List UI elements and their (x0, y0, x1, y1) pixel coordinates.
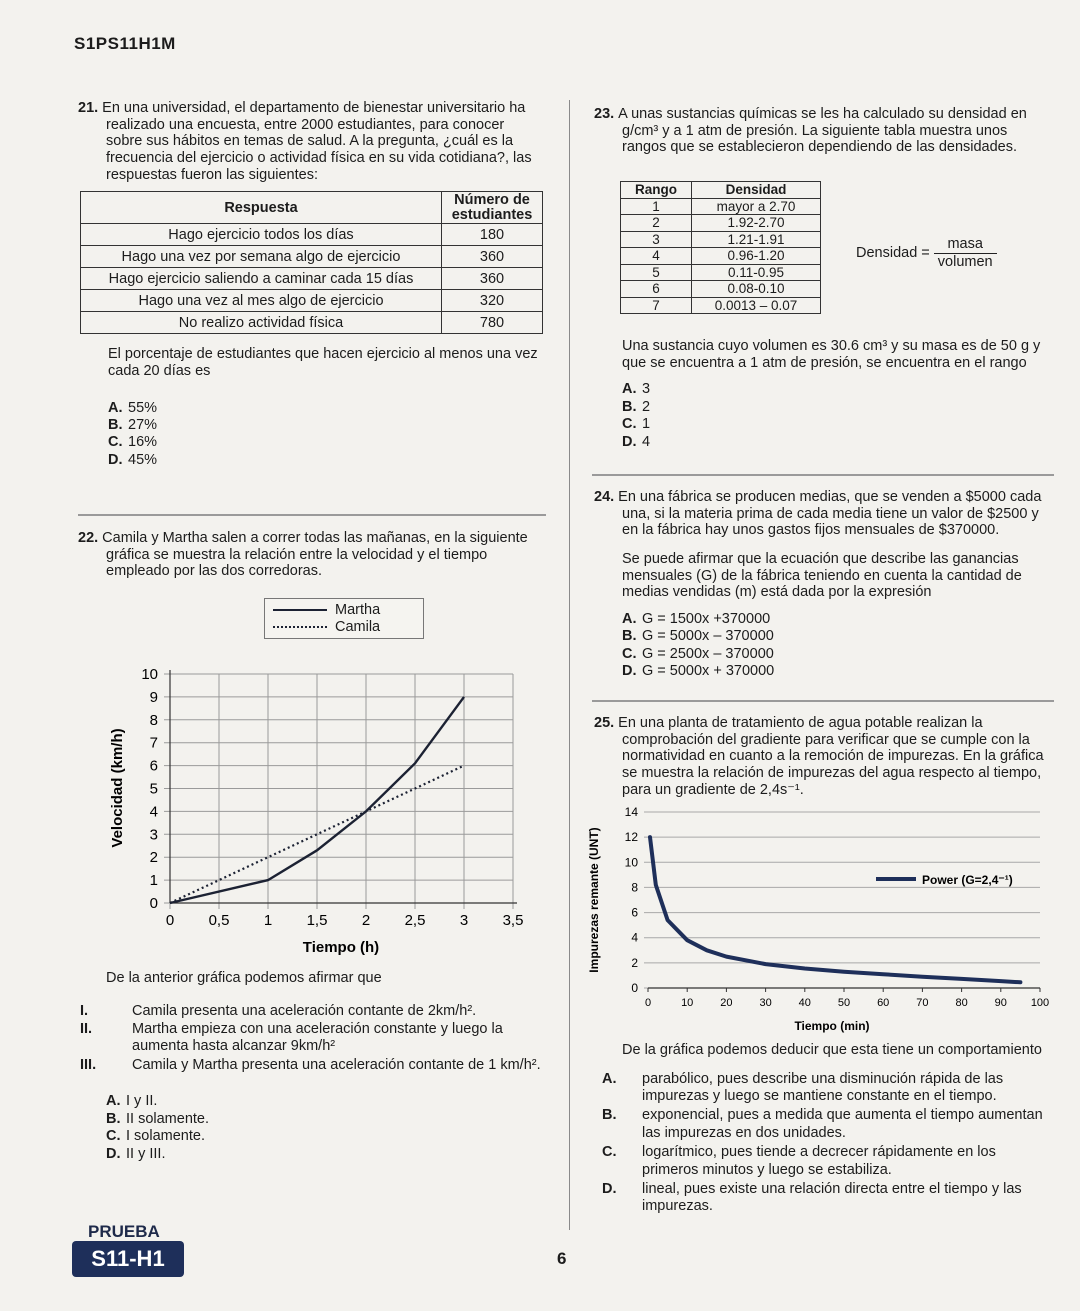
y-tick-label: 0 (149, 895, 158, 912)
q23-cell: 3 (621, 231, 692, 248)
q23-cell: 6 (621, 281, 692, 298)
q23-col-header: Rango (621, 182, 692, 199)
q21-cell: Hago ejercicio todos los días (81, 224, 442, 246)
q25-number: 25. (594, 715, 615, 731)
formula-fraction (934, 236, 997, 270)
option-c[interactable]: C. logarítmico, pues tiende a decrecer rápidamente en los primeros minutos y luego se estabiliza. (602, 1144, 996, 1178)
question-23 (594, 106, 1054, 156)
chart1-ylabel: Velocidad (km/h) (109, 728, 126, 848)
table-row (81, 268, 543, 290)
option-c[interactable]: C. I solamente. (106, 1128, 205, 1145)
x-tick-label: 1,5 (306, 912, 328, 929)
q23-cell: 1 (621, 198, 692, 215)
q23-cell: 0.08-0.10 (692, 281, 821, 298)
q23-cell: 0.96-1.20 (692, 248, 821, 265)
chart2-xlabel: Tiempo (min) (794, 1019, 870, 1033)
q21-cell: 780 (442, 312, 543, 334)
chart2-ylabel: Impurezas remante (UNT) (587, 827, 601, 973)
q22-options (106, 1093, 546, 1163)
y-tick-label: 2 (149, 849, 158, 867)
y-tick-label: 10 (624, 855, 638, 870)
option-b[interactable]: B. G = 5000x – 370000 (622, 628, 774, 645)
table-row (81, 290, 543, 312)
option-a[interactable]: A. parabólico, pues describe una disminución rápida de las impurezas y luego se mantiene constante en el tiempo. (602, 1070, 1004, 1105)
q21-cell: No realizo actividad física (81, 312, 442, 334)
q25-question-block (602, 1042, 1054, 1216)
q23-question-block (622, 338, 1054, 451)
q23-text (594, 106, 1054, 156)
q22-number: 22. (78, 530, 99, 546)
y-tick-label: 14 (624, 805, 638, 819)
q22-question: De la anterior gráfica podemos afirmar que (106, 970, 382, 986)
x-tick-label: 50 (837, 997, 851, 1009)
q22-statement: Camila y Martha salen a correr todas las mañanas, en la siguiente gráfica se muestra la relación entre la velocidad y el tiempo empleado por las dos corredoras. (102, 530, 528, 580)
x-tick-label: 3,5 (502, 912, 524, 929)
statement-iii: III. Camila y Martha presenta una aceleración contante de 1 km/h². (80, 1056, 541, 1073)
q25-statement: En una planta de tratamiento de agua potable realizan la comprobación del gradiente para verificar que se cumple con la normatividad en cuanto a la remoción de impurezas. En la gráfica se muestra la relación de impurezas del agua respecto al tiempo, para un gradiente de 2,4s⁻¹. (618, 715, 1044, 798)
x-tick-label: 10 (681, 997, 694, 1009)
y-tick-label: 0 (631, 981, 638, 995)
option-b[interactable]: B. exponencial, pues a medida que aumenta el tiempo aumentan las impurezas en dos unidades. (602, 1107, 1043, 1141)
x-tick-label: 3 (459, 912, 469, 929)
y-tick-label: 6 (631, 905, 638, 920)
y-tick-label: 9 (149, 688, 158, 706)
y-tick-label: 12 (624, 830, 638, 845)
y-tick-label: 7 (149, 734, 158, 752)
density-formula (856, 236, 997, 270)
x-tick-label: 90 (994, 997, 1007, 1009)
q24-options (622, 611, 1054, 681)
separator (592, 700, 1054, 702)
q21-number: 21. (78, 100, 99, 116)
q23-cell: 7 (621, 297, 692, 314)
y-tick-label: 4 (631, 930, 638, 945)
option-a[interactable]: A. G = 1500x +370000 (622, 611, 771, 628)
formula-numerator: masa (934, 236, 997, 254)
option-b[interactable]: B. 27% (108, 417, 158, 434)
test-badge: S11-H1 (72, 1241, 184, 1277)
chart1-legend (264, 598, 424, 639)
q22-text (78, 530, 544, 580)
q23-cell: 2 (621, 215, 692, 232)
q21-cell: Hago una vez al mes algo de ejercicio (81, 290, 442, 312)
legend-item-camila (273, 619, 415, 636)
q23-cell: 4 (621, 248, 692, 265)
q21-options (108, 400, 544, 470)
q23-col-header: Densidad (692, 182, 821, 199)
q21-question: El porcentaje de estudiantes que hacen ejercicio al menos una vez cada 20 días es (108, 346, 538, 380)
statement-i: I. Camila presenta una aceleración contante de 2km/h². (80, 1002, 477, 1019)
q23-cell: 0.11-0.95 (692, 264, 821, 281)
q21-text (78, 100, 544, 183)
q24-text (594, 489, 1054, 539)
x-tick-label: 1 (263, 912, 273, 929)
x-tick-label: 60 (877, 997, 890, 1009)
y-tick-label: 8 (149, 711, 158, 729)
option-c[interactable]: C. G = 2500x – 370000 (622, 645, 774, 662)
option-a[interactable]: A. 3 (622, 381, 651, 398)
q23-cell: 5 (621, 264, 692, 281)
question-24 (594, 489, 1054, 681)
table-row (621, 215, 821, 232)
option-d[interactable]: D. lineal, pues existe una relación directa entre el tiempo y las impurezas. (602, 1181, 1022, 1215)
x-tick-label: 30 (759, 997, 772, 1009)
question-25 (594, 715, 1054, 798)
q23-cell: 1.92-2.70 (692, 215, 821, 232)
table-row (621, 297, 821, 314)
legend-solid-line (273, 606, 327, 614)
column-divider (569, 100, 570, 1230)
legend-item-martha (273, 602, 415, 619)
chart2-legend (876, 873, 1013, 887)
table-row (621, 264, 821, 281)
x-tick-label: 80 (955, 997, 968, 1009)
legend-label: Martha (335, 602, 381, 618)
q21-cell: 320 (442, 290, 543, 312)
option-d[interactable]: D. 45% (108, 451, 158, 468)
x-tick-label: 70 (916, 997, 929, 1009)
document-code: S1PS11H1M (74, 34, 176, 53)
x-tick-label: 2,5 (404, 912, 426, 929)
legend-dotted-line (273, 623, 327, 631)
y-tick-label: 5 (149, 780, 158, 798)
chart2-legend-label: Power (G=2,4⁻¹) (922, 873, 1013, 887)
q23-question: Una sustancia cuyo volumen es 30.6 cm³ y su masa es de 50 g y que se encuentra a 1 atm de presión, se encuentra en el rango (622, 338, 1041, 371)
x-tick-label: 0 (165, 912, 175, 929)
option-b[interactable]: B. 2 (622, 398, 651, 415)
option-d[interactable]: D. G = 5000x + 370000 (622, 663, 775, 680)
page-number: 6 (557, 1249, 567, 1268)
q25-options (602, 1070, 1054, 1216)
y-tick-label: 6 (149, 757, 158, 775)
q25-question: De la gráfica podemos deducir que esta tiene un comportamiento (622, 1042, 1042, 1058)
q21-col-header: Respuesta (81, 192, 442, 224)
impurities-chart (584, 802, 1054, 1038)
q21-cell: 180 (442, 224, 543, 246)
q21-cell: 360 (442, 268, 543, 290)
option-d[interactable]: D. II y III. (106, 1145, 166, 1162)
x-tick-label: 0 (644, 997, 652, 1009)
x-tick-label: 2 (361, 912, 371, 929)
table-row (81, 224, 543, 246)
question-22 (78, 530, 544, 580)
table-row (81, 246, 543, 268)
q24-question: Se puede afirmar que la ecuación que describe las ganancias mensuales (G) de la fábrica teniendo en cuenta la cantidad de medias vendidas (m) está dada por la expresión (622, 551, 1022, 601)
x-tick-label: 0,5 (208, 912, 230, 929)
chart1-xlabel: Tiempo (h) (302, 939, 380, 956)
formula-label: Densidad = (856, 245, 930, 261)
table-row (621, 248, 821, 265)
y-tick-label: 1 (149, 872, 158, 890)
q22-question-block (80, 970, 546, 1163)
q23-options (622, 381, 1054, 451)
statement-ii: II. Martha empieza con una aceleración constante y luego la aumenta hasta alcanzar 9km/h² (80, 1021, 503, 1055)
prueba-label: PRUEBA (88, 1222, 160, 1241)
q23-cell: 0.0013 – 0.07 (692, 297, 821, 314)
velocity-chart (100, 660, 540, 960)
table-row (81, 312, 543, 334)
q25-text (594, 715, 1054, 798)
x-tick-label: 20 (720, 997, 733, 1009)
q21-cell: Hago una vez por semana algo de ejercicio (81, 246, 442, 268)
option-a[interactable]: A. 55% (108, 399, 158, 416)
option-c[interactable]: C. 16% (108, 434, 158, 451)
q22-statements (80, 1002, 546, 1074)
q23-table (620, 181, 821, 314)
table-row (621, 281, 821, 298)
q24-number: 24. (594, 489, 615, 505)
option-c[interactable]: C. 1 (622, 416, 651, 433)
q21-table (80, 191, 543, 334)
q21-cell: Hago ejercicio saliendo a caminar cada 15 días (81, 268, 442, 290)
y-tick-label: 3 (149, 826, 158, 844)
y-tick-label: 2 (631, 955, 638, 970)
table-row (621, 198, 821, 215)
x-tick-label: 100 (1030, 997, 1050, 1009)
separator (592, 474, 1054, 476)
table-row (621, 231, 821, 248)
q23-statement: A unas sustancias químicas se les ha calculado su densidad en g/cm³ y a 1 atm de presión. La siguiente tabla muestra unos rangos que se establecieron dependiendo de las densidades. (618, 106, 1027, 156)
chart2-grid (644, 812, 1040, 992)
formula-denominator: volumen (937, 253, 993, 270)
legend-label: Camila (335, 618, 381, 635)
x-tick-label: 40 (798, 997, 811, 1009)
q21-col-header: Número de estudiantes (442, 192, 543, 224)
y-tick-label: 8 (631, 880, 638, 895)
option-a[interactable]: A. I y II. (106, 1093, 158, 1110)
separator (78, 514, 546, 516)
option-b[interactable]: B. II solamente. (106, 1110, 210, 1127)
q21-cell: 360 (442, 246, 543, 268)
q24-statement: En una fábrica se producen medias, que se venden a $5000 cada una, si la materia prima de cada media tiene un valor de $2500 y en la fábrica hay unos gastos fijos mensuales de $370000. (618, 489, 1042, 539)
chart1-grid (164, 670, 517, 909)
q21-statement: En una universidad, el departamento de bienestar universitario ha realizado una encuesta, entre 2000 estudiantes, para conocer sobre sus hábitos en temas de salud. A la pregunta, ¿cuál es la frecuencia del ejercicio o actividad física en su vida cotidiana?, las respuestas fueron las siguientes: (102, 100, 532, 183)
y-tick-label: 4 (149, 803, 158, 821)
q23-number: 23. (594, 106, 615, 122)
q23-cell: mayor a 2.70 (692, 198, 821, 215)
series-line-power (650, 837, 1020, 982)
q23-cell: 1.21-1.91 (692, 231, 821, 248)
chart2-series (650, 837, 1020, 982)
question-21 (78, 100, 544, 469)
y-tick-label: 10 (141, 666, 158, 683)
option-d[interactable]: D. 4 (622, 433, 651, 450)
